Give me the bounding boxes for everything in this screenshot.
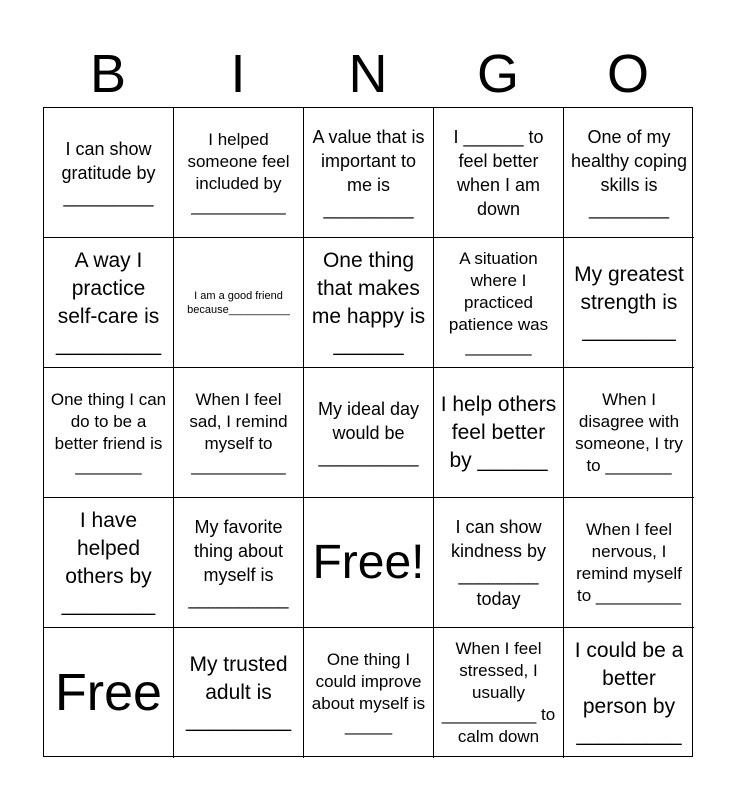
cell-text: My ideal day would be __________ <box>317 398 420 467</box>
bingo-cell[interactable] <box>44 498 174 628</box>
bingo-cell[interactable] <box>564 108 694 238</box>
bingo-cell[interactable] <box>44 238 174 368</box>
free-space-cell[interactable] <box>304 498 434 628</box>
bingo-cell[interactable] <box>564 238 694 368</box>
cell-text: When I feel stressed, I usually __________ to calm down <box>441 639 556 746</box>
cell-text: I can show gratitude by _________ <box>61 138 156 207</box>
free-space-cell[interactable] <box>44 628 174 758</box>
cell-text: When I feel sad, I remind myself to __________ <box>189 389 288 475</box>
cell-text: My trusted adult is _________ <box>185 653 292 732</box>
header-letter-g: G <box>476 44 519 104</box>
cell-text: I have helped others by ________ <box>61 508 156 616</box>
bingo-cell[interactable] <box>434 498 564 628</box>
header-letter-b: B <box>89 44 127 104</box>
bingo-header <box>43 44 693 104</box>
cell-text: One of my healthy coping skills is ________ <box>570 126 688 219</box>
cell-text: My favorite thing about myself is __________ <box>188 516 289 609</box>
bingo-cell[interactable] <box>174 238 304 368</box>
bingo-cell[interactable] <box>44 108 174 238</box>
bingo-cell[interactable] <box>304 108 434 238</box>
cell-text: When I disagree with someone, I try to _______ <box>575 389 683 475</box>
cell-text: My greatest strength is ________ <box>574 262 684 342</box>
bingo-card-grid <box>43 107 693 757</box>
bingo-cell[interactable] <box>174 498 304 628</box>
cell-text: I can show kindness by ________ today <box>450 516 547 609</box>
bingo-cell[interactable] <box>174 628 304 758</box>
bingo-cell[interactable] <box>434 108 564 238</box>
cell-text: A way I practice self-care is _________ <box>55 248 162 356</box>
bingo-cell[interactable] <box>174 368 304 498</box>
free-space-label: Free! <box>312 535 425 589</box>
bingo-cell[interactable] <box>564 628 694 758</box>
cell-text: One thing that makes me happy is ______ <box>311 248 426 356</box>
cell-text: I am a good friend because__________ <box>187 289 290 316</box>
header-letter-i: I <box>230 44 246 104</box>
header-letter-o: O <box>606 44 649 104</box>
bingo-cell[interactable] <box>304 238 434 368</box>
bingo-cell[interactable] <box>434 368 564 498</box>
bingo-cell[interactable] <box>434 628 564 758</box>
cell-text: One thing I can do to be a better friend is _______ <box>50 389 167 475</box>
bingo-cell[interactable] <box>304 628 434 758</box>
bingo-cell[interactable] <box>174 108 304 238</box>
free-space-label: Free <box>55 664 162 722</box>
header-letter-n: N <box>348 44 388 104</box>
cell-text: I could be a better person by _________ <box>574 639 684 746</box>
bingo-cell[interactable] <box>434 238 564 368</box>
bingo-cell[interactable] <box>564 498 694 628</box>
cell-text: A value that is important to me is _________ <box>312 126 425 219</box>
cell-text: I helped someone feel included by __________ <box>187 129 290 215</box>
bingo-cell[interactable] <box>44 368 174 498</box>
cell-text: One thing I could improve about myself is _____ <box>311 650 426 735</box>
bingo-cell[interactable] <box>564 368 694 498</box>
cell-text: A situation where I practiced patience was _______ <box>448 248 549 356</box>
cell-text: I help others feel better by ______ <box>440 392 557 472</box>
cell-text: I ______ to feel better when I am down <box>453 126 544 219</box>
cell-text: When I feel nervous, I remind myself to _________ <box>576 519 682 605</box>
bingo-cell[interactable] <box>304 368 434 498</box>
